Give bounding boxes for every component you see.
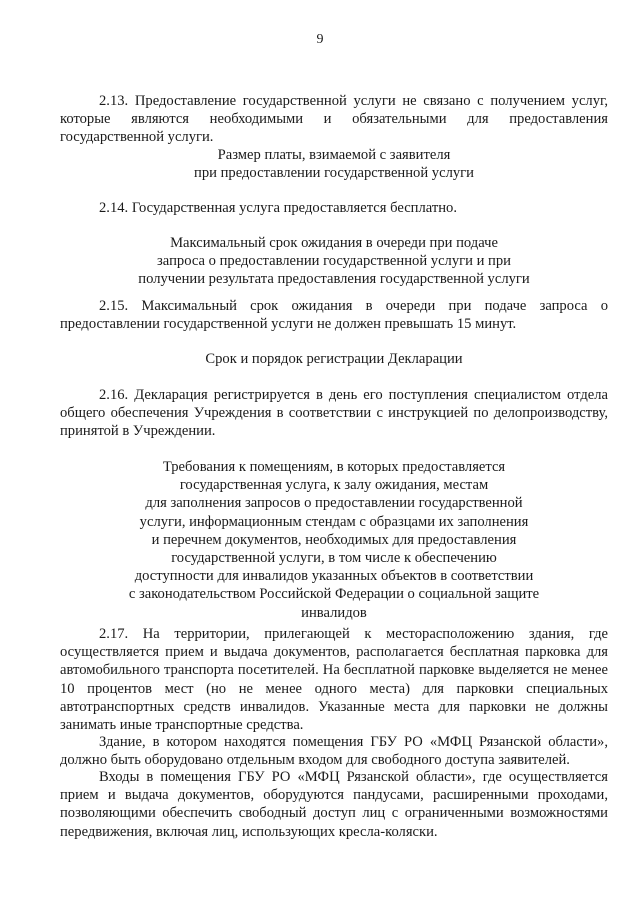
heading-premises xyxy=(95,458,573,622)
heading-premises-line: Требования к помещениям, в которых предоставляется xyxy=(162,459,506,475)
heading-premises-line: с законодательством Российской Федерации о социальной защите xyxy=(128,586,540,603)
heading-registration xyxy=(95,350,573,368)
heading-premises-line: государственной услуги, в том числе к обеспечению xyxy=(171,550,497,567)
page-number: 9 xyxy=(316,32,324,47)
heading-premises-line: для заполнения запросов о предоставлении государственной xyxy=(145,495,523,512)
paragraph-building: Здание, в котором находятся помещения ГБУ РО «МФЦ Рязанской области», должно быть оборудовано отдельным входом для свободного доступа заявителей. xyxy=(60,734,608,769)
heading-premises-line: и перечнем документов, необходимых для предоставления xyxy=(151,531,517,548)
heading-premises-line: инвалидов xyxy=(301,604,367,621)
heading-waiting-time-line: запроса о предоставлении государственной услуги и при xyxy=(157,253,511,270)
paragraph-2-17: 2.17. На территории, прилегающей к месторасположению здания, где осуществляется прием и выдача документов, располагается бесплатная парковка для автомобильного транспорта посетителей. На бесплатной парковке выделяется не менее 10 процентов мест (но не менее одного места) для парковки специальных автотранспортных средств инвалидов. Указанные места для парковки не должны занимать иные транспортные средства. xyxy=(60,626,608,734)
heading-fee xyxy=(95,146,573,182)
heading-premises-line: государственная услуга, к залу ожидания, местам xyxy=(179,477,489,494)
heading-fee-line: при предоставлении государственной услуги xyxy=(194,165,474,182)
paragraph-2-16: 2.16. Декларация регистрируется в день его поступления специалистом отдела общего обеспечения Учреждения в соответствии с инструкцией по делопроизводству, принятой в Учреждении. xyxy=(60,387,608,440)
heading-waiting-time-line: Максимальный срок ожидания в очереди при подаче xyxy=(170,235,498,251)
paragraph-2-14: 2.14. Государственная услуга предоставляется бесплатно. xyxy=(99,200,458,216)
paragraph-entrances: Входы в помещения ГБУ РО «МФЦ Рязанской области», где осуществляется прием и выдача документов, оборудуются пандусами, расширенными проходами, позволяющими обеспечить свободный доступ лиц с ограниченными возможностями передвижения, включая лиц, использующих кресла-коляски. xyxy=(60,769,608,840)
heading-waiting-time xyxy=(95,234,573,289)
heading-fee-line: Размер платы, взимаемой с заявителя xyxy=(217,147,451,163)
paragraph-2-15: 2.15. Максимальный срок ожидания в очереди при подаче запроса о предоставлении государственной услуги не должен превышать 15 минут. xyxy=(60,298,608,333)
heading-registration-line: Срок и порядок регистрации Декларации xyxy=(205,351,463,367)
heading-premises-line: доступности для инвалидов указанных объектов в соответствии xyxy=(134,568,534,585)
heading-waiting-time-line: получении результата предоставления государственной услуги xyxy=(138,271,530,288)
paragraph-2-13: 2.13. Предоставление государственной услуги не связано с получением услуг, которые являются необходимыми и обязательными для предоставления государственной услуги. xyxy=(60,93,608,146)
heading-premises-line: услуги, информационным стендам с образцами их заполнения xyxy=(139,513,529,530)
